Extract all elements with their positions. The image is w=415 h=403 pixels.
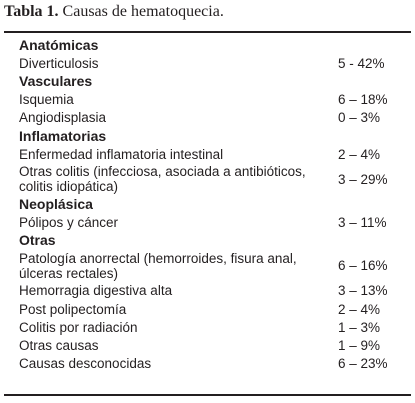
category-label: Neoplásica bbox=[19, 195, 93, 212]
percent-cell: 1 – 3% bbox=[338, 319, 381, 335]
category-label: Otras bbox=[19, 232, 56, 249]
percent-cell: 2 – 4% bbox=[338, 146, 381, 162]
percent-cell: 3 – 29% bbox=[338, 171, 388, 187]
table-row bbox=[0, 91, 415, 109]
table-row bbox=[0, 318, 415, 336]
table-row bbox=[0, 300, 415, 318]
table-row bbox=[0, 282, 415, 300]
caption-text: Causas de hematoquecia. bbox=[58, 3, 224, 20]
percent-cell: 0 – 3% bbox=[338, 110, 381, 126]
table-row bbox=[0, 214, 415, 232]
cause-cell: Patología anorrectal (hemorroides, fisura anal, úlceras rectales) bbox=[19, 250, 297, 281]
category-row bbox=[0, 127, 415, 145]
cause-cell: Otras causas bbox=[19, 338, 99, 354]
category-row bbox=[0, 72, 415, 90]
percent-cell: 2 – 4% bbox=[338, 301, 381, 317]
causes-table bbox=[0, 36, 415, 373]
category-label: Inflamatorias bbox=[19, 127, 107, 144]
cause-cell: Angiodisplasia bbox=[19, 110, 107, 126]
percent-cell: 6 – 23% bbox=[338, 356, 388, 372]
cause-cell: Colitis por radiación bbox=[19, 319, 138, 335]
percent-cell: 1 – 9% bbox=[338, 338, 381, 354]
table-caption bbox=[4, 3, 224, 21]
percent-cell: 5 - 42% bbox=[338, 55, 385, 71]
cause-cell: Causas desconocidas bbox=[19, 356, 152, 372]
percent-cell: 6 – 18% bbox=[338, 92, 388, 108]
cause-cell: Hemorragia digestiva alta bbox=[19, 283, 173, 299]
table-row bbox=[0, 355, 415, 373]
table-row bbox=[0, 54, 415, 72]
category-label: Vasculares bbox=[19, 72, 93, 89]
table-row bbox=[0, 145, 415, 163]
table-row bbox=[0, 336, 415, 354]
category-row bbox=[0, 232, 415, 250]
category-row bbox=[0, 36, 415, 54]
cause-cell: Diverticulosis bbox=[19, 55, 99, 71]
table-row bbox=[0, 109, 415, 127]
table-top-rule bbox=[4, 31, 411, 33]
category-label: Anatómicas bbox=[19, 36, 99, 53]
cause-cell: Isquemia bbox=[19, 92, 74, 108]
cause-cell: Pólipos y cáncer bbox=[19, 215, 119, 231]
percent-cell: 3 – 11% bbox=[338, 215, 387, 231]
table-row bbox=[0, 163, 415, 195]
table-row bbox=[0, 250, 415, 282]
cause-cell: Post polipectomía bbox=[19, 301, 127, 317]
percent-cell: 6 – 16% bbox=[338, 258, 388, 274]
cause-cell: Otras colitis (infecciosa, asociada a antibióticos, colitis idiopática) bbox=[19, 164, 306, 195]
percent-cell: 3 – 13% bbox=[338, 283, 388, 299]
category-row bbox=[0, 195, 415, 213]
table-bottom-rule bbox=[4, 394, 411, 396]
cause-cell: Enfermedad inflamatoria intestinal bbox=[19, 146, 224, 162]
caption-label: Tabla 1. bbox=[4, 3, 59, 20]
